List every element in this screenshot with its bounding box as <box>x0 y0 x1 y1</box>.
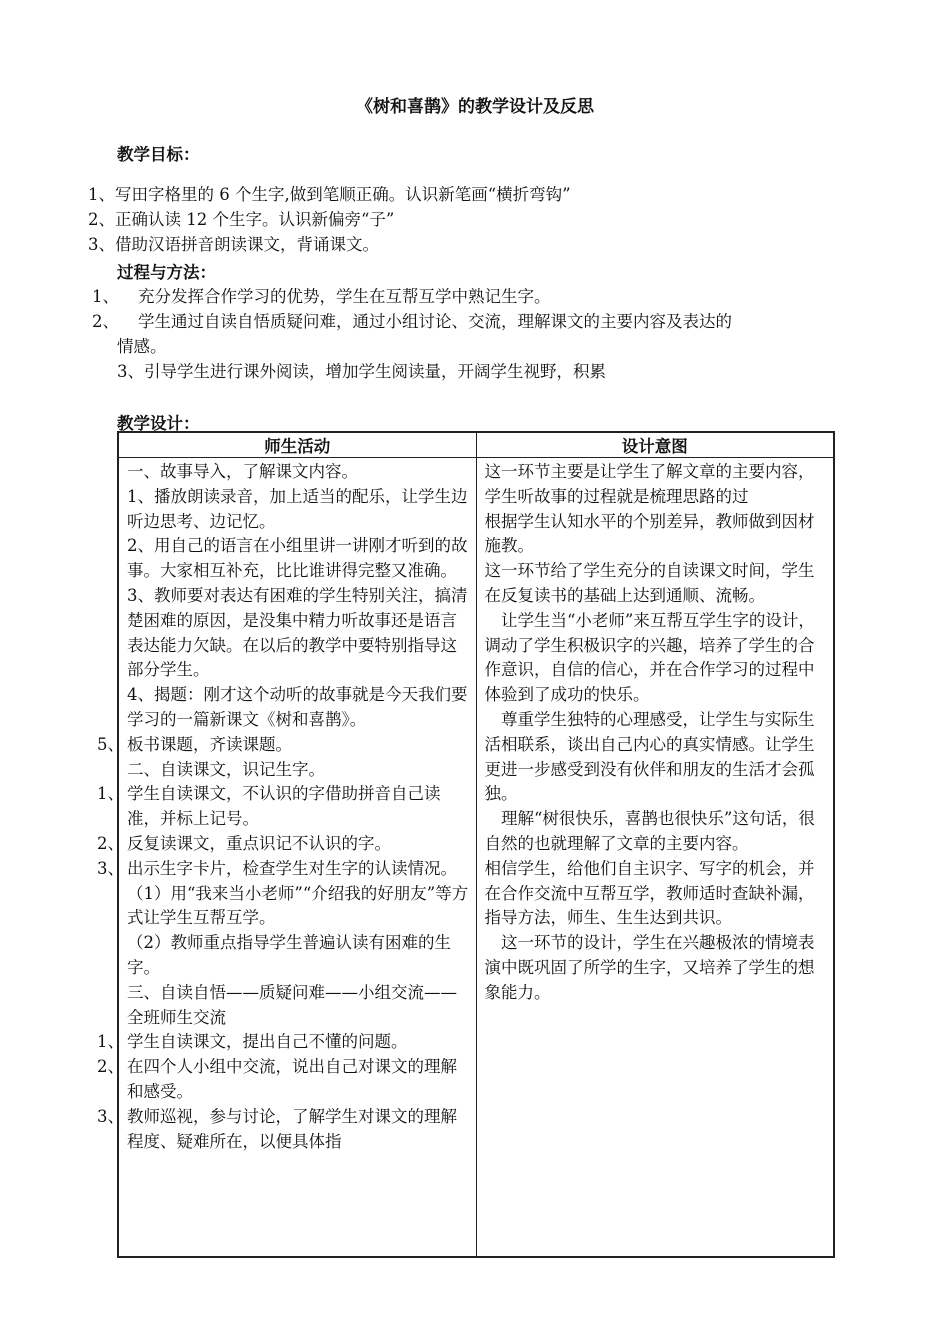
column-header-activities: 师生活动 <box>118 432 476 458</box>
goal-item-1 <box>88 182 571 207</box>
column-header-intent: 设计意图 <box>476 432 834 458</box>
intent-paragraph-5: 尊重学生独特的心理感受，让学生与实际生活相联系，谈出自己内心的真实情感。让学生更进一步感受到没有伙伴和朋友的生活才会孤独。 <box>484 709 815 804</box>
design-table <box>97 431 835 1258</box>
process-item-1-num: 1、 <box>92 287 119 306</box>
section-3-title: 三、自读自悟——质疑问难——小组交流——全班师生交流 <box>127 982 457 1027</box>
section-2-step-3 <box>97 857 470 882</box>
section-1-step-3: 3、教师要对表达有困难的学生特别关注，搞清楚困难的原因，是没集中精力听故事还是语言表达能力欠缺。在以后的教学中要特别指导这部分学生。 <box>127 585 468 680</box>
section-3-step-3 <box>97 1105 470 1155</box>
section-2-title: 二、自读课文，识记生字。 <box>127 759 325 779</box>
process-item-2-text: 学生通过自读自悟质疑问难，通过小组讨论、交流，理解课文的主要内容及表达的 <box>138 312 732 331</box>
intent-paragraph-3: 这一环节给了学生充分的自读课文时间，学生在反复读书的基础上达到通顺、流畅。 <box>484 561 815 605</box>
section-3-step-1 <box>97 1030 470 1055</box>
section-1-step-1: 1、播放朗读录音，加上适当的配乐，让学生边听边思考、边记忆。 <box>127 486 468 531</box>
goal-item-2-text: 正确认读 12 个生字。认识新偏旁“子” <box>115 210 395 229</box>
intent-paragraph-2: 根据学生认知水平的个别差异，教师做到因材施教。 <box>484 511 815 556</box>
intent-paragraph-7: 相信学生，给他们自主识字、写字的机会，并在合作交流中互帮互学，教师适时查缺补漏，指导方法，师生、生生达到共识。 <box>484 858 815 928</box>
intent-paragraph-4: 让学生当“小老师”来互帮互学生字的设计，调动了学生积极识字的兴趣，培养了学生的合作意识，自信的信心，并在合作学习的过程中体验到了成功的快乐。 <box>484 610 815 705</box>
goals-heading: 教学目标： <box>117 145 200 164</box>
section-3-step-3-num: 3、 <box>97 1106 124 1126</box>
section-1-step-2: 2、用自己的语言在小组里讲一讲刚才听到的故事。大家相互补充，比比谁讲得完整又准确。 <box>127 536 468 581</box>
section-1-step-5-num: 5、 <box>97 734 124 754</box>
goal-item-3 <box>88 232 379 257</box>
intent-paragraph-8: 这一环节的设计，学生在兴趣极浓的情境表演中既巩固了所学的生字，又培养了学生的想象能力。 <box>484 933 815 1002</box>
section-3-step-1-num: 1、 <box>97 1032 124 1052</box>
intent-paragraph-6: 理解“树很快乐，喜鹊也很快乐”这句话，很自然的也就理解了文章的主要内容。 <box>484 809 815 853</box>
intent-paragraph-1: 这一环节主要是让学生了解文章的主要内容，学生听故事的过程就是梳理思路的过 <box>484 462 815 506</box>
section-2-step-3-text: 出示生字卡片，检查学生对生字的认读情况。 <box>127 858 457 878</box>
section-1-step-5-text: 板书课题，齐读课题。 <box>127 734 292 754</box>
goal-item-3-text: 借助汉语拼音朗读课文，背诵课文。 <box>115 235 379 254</box>
section-1-step-5 <box>97 733 470 758</box>
goal-item-1-num: 1、 <box>88 185 115 204</box>
section-3-step-2-text: 在四个人小组中交流，说出自己对课文的理解和感受。 <box>127 1057 457 1101</box>
process-item-1-text: 充分发挥合作学习的优势，学生在互帮互学中熟记生字。 <box>138 287 551 306</box>
section-1-step-4: 4、揭题：刚才这个动听的故事就是今天我们要学习的一篇新课文《树和喜鹊》。 <box>127 685 468 729</box>
section-1-title: 一、故事导入，了解课文内容。 <box>127 462 358 481</box>
process-item-2-cont: 情感。 <box>117 337 167 356</box>
intent-cell <box>476 458 834 1258</box>
document-title: 《树和喜鹊》的教学设计及反思 <box>356 97 594 117</box>
section-3-step-2 <box>97 1055 470 1105</box>
activities-cell <box>97 458 476 1258</box>
process-item-3: 3、引导学生进行课外阅读，增加学生阅读量，开阔学生视野，积累 <box>117 362 606 381</box>
section-2-step-2-text: 反复读课文，重点识记不认识的字。 <box>127 833 391 853</box>
goal-item-2-num: 2、 <box>88 210 115 229</box>
section-3-step-1-text: 学生自读课文，提出自己不懂的问题。 <box>127 1032 408 1052</box>
section-2-step-3-num: 3、 <box>97 858 124 878</box>
goal-item-3-num: 3、 <box>88 235 115 254</box>
section-2-step-1-text: 学生自读课文，不认识的字借助拼音自己读准，并标上记号。 <box>127 784 441 829</box>
section-2-step-3a: （1）用“我来当小老师”“介绍我的好朋友”等方式让学生互帮互学。 <box>127 883 469 928</box>
section-3-step-2-num: 2、 <box>97 1057 124 1077</box>
process-item-2-num: 2、 <box>92 312 119 331</box>
section-2-step-1-num: 1、 <box>97 784 124 804</box>
section-2-step-2 <box>97 832 470 857</box>
section-3-step-3-text: 教师巡视，参与讨论，了解学生对课文的理解程度、疑难所在，以便具体指 <box>127 1106 457 1151</box>
goal-item-2 <box>88 207 394 232</box>
design-table-row <box>118 458 834 1258</box>
design-table-header <box>118 432 834 458</box>
section-2-step-1 <box>97 782 470 832</box>
goal-item-1-text: 写田字格里的 6 个生字,做到笔顺正确。认识新笔画“横折弯钩” <box>115 185 571 204</box>
section-2-step-3b: （2）教师重点指导学生普遍认读有困难的生字。 <box>127 933 451 977</box>
section-2-step-2-num: 2、 <box>97 833 124 853</box>
design-heading: 教学设计： <box>117 414 200 433</box>
process-heading: 过程与方法： <box>117 263 216 282</box>
